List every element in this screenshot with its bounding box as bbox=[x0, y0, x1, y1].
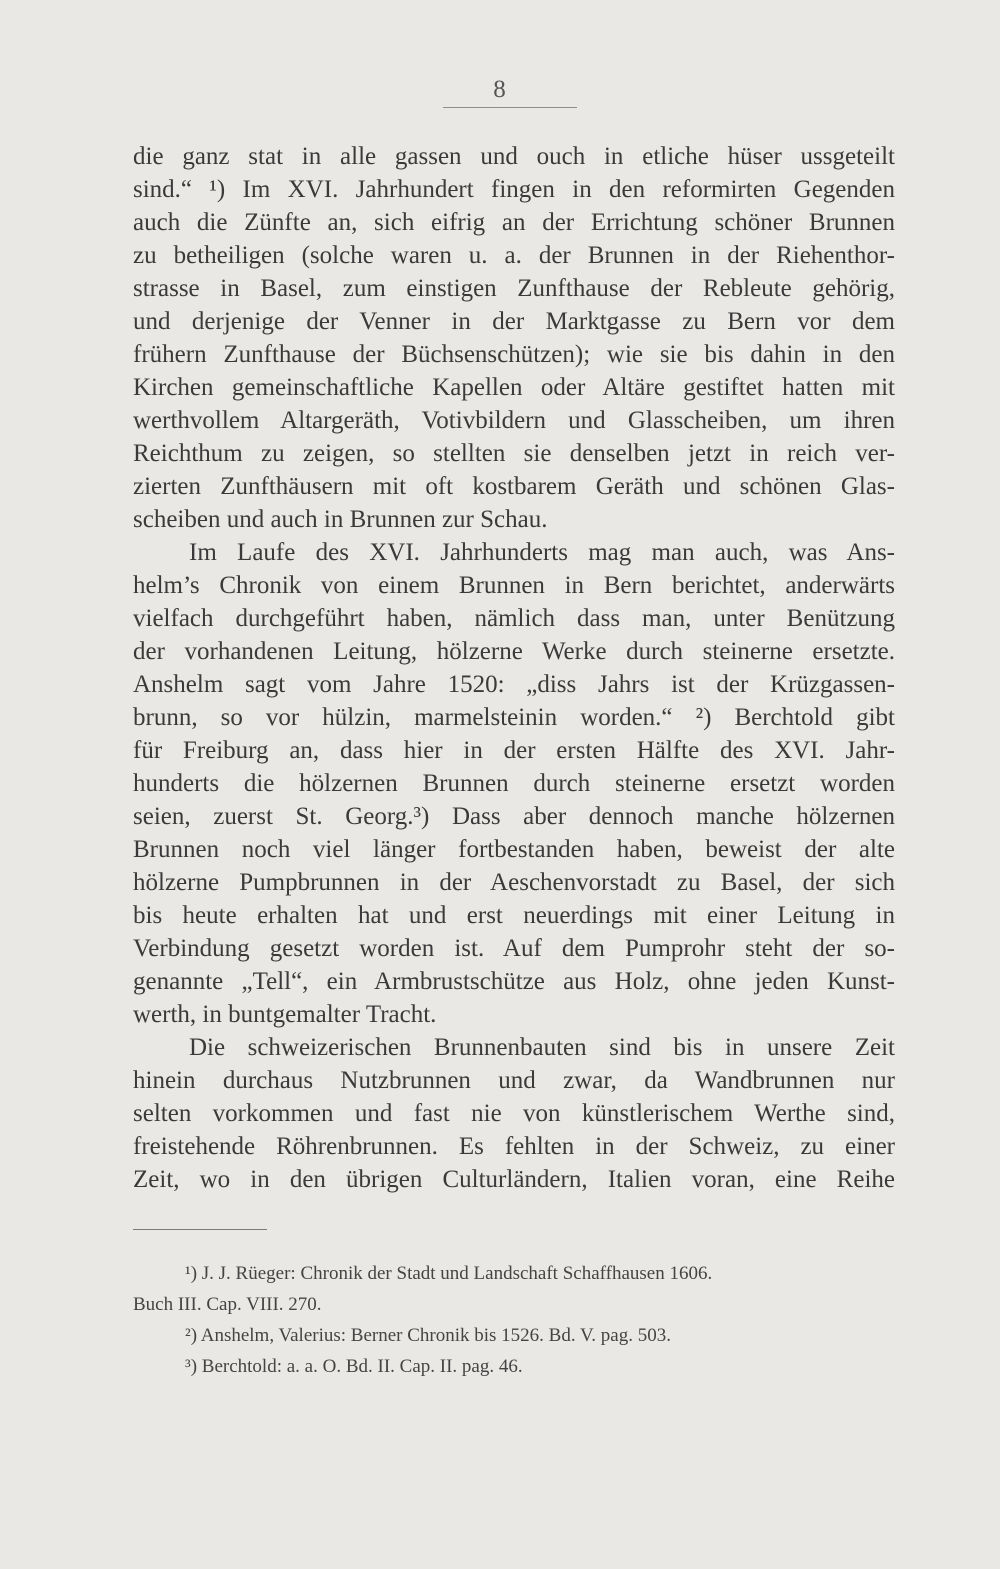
text-line: der vorhandenen Leitung, hölzerne Werke durch steinerne ersetzte. bbox=[133, 638, 895, 665]
footnote-line: Buch III. Cap. VIII. 270. bbox=[133, 1294, 322, 1315]
text-line: strasse in Basel, zum einstigen Zunfthause der Rebleute gehörig, bbox=[133, 275, 895, 302]
text-line: Zeit, wo in den übrigen Culturländern, Italien voran, eine Reihe bbox=[133, 1166, 895, 1193]
text-line: und derjenige der Venner in der Marktgasse zu Bern vor dem bbox=[133, 308, 895, 335]
text-line: Anshelm sagt vom Jahre 1520: „diss Jahrs ist der Krüzgassen- bbox=[133, 671, 895, 698]
page-number: 8 bbox=[493, 76, 507, 103]
text-line: genannte „Tell“, ein Armbrustschütze aus Holz, ohne jeden Kunst- bbox=[133, 968, 895, 995]
text-line: hunderts die hölzernen Brunnen durch steinerne ersetzt worden bbox=[133, 770, 895, 797]
text-line: für Freiburg an, dass hier in der ersten Hälfte des XVI. Jahr- bbox=[133, 737, 895, 764]
footnote-line: ³) Berchtold: a. a. O. Bd. II. Cap. II. pag. 46. bbox=[185, 1356, 523, 1377]
text-line: bis heute erhalten hat und erst neuerdings mit einer Leitung in bbox=[133, 902, 895, 929]
text-line: Im Laufe des XVI. Jahrhunderts mag man auch, was Ans- bbox=[189, 539, 895, 566]
header-rule bbox=[443, 107, 577, 108]
footnote-rule bbox=[133, 1229, 267, 1230]
text-line: Reichthum zu zeigen, so stellten sie denselben jetzt in reich ver- bbox=[133, 440, 895, 467]
text-line: werth, in buntgemalter Tracht. bbox=[133, 1001, 437, 1028]
text-line: seien, zuerst St. Georg.³) Dass aber dennoch manche hölzernen bbox=[133, 803, 895, 830]
text-line: zierten Zunfthäusern mit oft kostbarem Geräth und schönen Glas- bbox=[133, 473, 895, 500]
text-line: Brunnen noch viel länger fortbestanden haben, beweist der alte bbox=[133, 836, 895, 863]
text-line: Verbindung gesetzt worden ist. Auf dem Pumprohr steht der so- bbox=[133, 935, 895, 962]
footnote-line: ²) Anshelm, Valerius: Berner Chronik bis 1526. Bd. V. pag. 503. bbox=[185, 1325, 671, 1346]
text-line: sind.“ ¹) Im XVI. Jahrhundert fingen in den reformirten Gegenden bbox=[133, 176, 895, 203]
text-line: auch die Zünfte an, sich eifrig an der Errichtung schöner Brunnen bbox=[133, 209, 895, 236]
text-line: helm’s Chronik von einem Brunnen in Bern berichtet, anderwärts bbox=[133, 572, 895, 599]
text-line: die ganz stat in alle gassen und ouch in etliche hüser ussgeteilt bbox=[133, 143, 895, 170]
footnote-line: ¹) J. J. Rüeger: Chronik der Stadt und Landschaft Schaffhausen 1606. bbox=[185, 1263, 713, 1284]
text-line: freistehende Röhrenbrunnen. Es fehlten in der Schweiz, zu einer bbox=[133, 1133, 895, 1160]
text-line: hinein durchaus Nutzbrunnen und zwar, da Wandbrunnen nur bbox=[133, 1067, 895, 1094]
text-line: Die schweizerischen Brunnenbauten sind bis in unsere Zeit bbox=[189, 1034, 895, 1061]
text-line: Kirchen gemeinschaftliche Kapellen oder Altäre gestiftet hatten mit bbox=[133, 374, 895, 401]
text-line: vielfach durchgeführt haben, nämlich dass man, unter Benützung bbox=[133, 605, 895, 632]
footnotes bbox=[133, 1258, 901, 1382]
text-line: scheiben und auch in Brunnen zur Schau. bbox=[133, 506, 548, 533]
text-line: werthvollem Altargeräth, Votivbildern und Glasscheiben, um ihren bbox=[133, 407, 895, 434]
text-line: hölzerne Pumpbrunnen in der Aeschenvorstadt zu Basel, der sich bbox=[133, 869, 895, 896]
body-text bbox=[133, 140, 895, 1196]
text-line: selten vorkommen und fast nie von künstlerischem Werthe sind, bbox=[133, 1100, 895, 1127]
text-line: zu betheiligen (solche waren u. a. der Brunnen in der Riehenthor- bbox=[133, 242, 895, 269]
text-line: brunn, so vor hülzin, marmelsteinin worden.“ ²) Berchtold gibt bbox=[133, 704, 895, 731]
text-line: frühern Zunfthause der Büchsenschützen); wie sie bis dahin in den bbox=[133, 341, 895, 368]
